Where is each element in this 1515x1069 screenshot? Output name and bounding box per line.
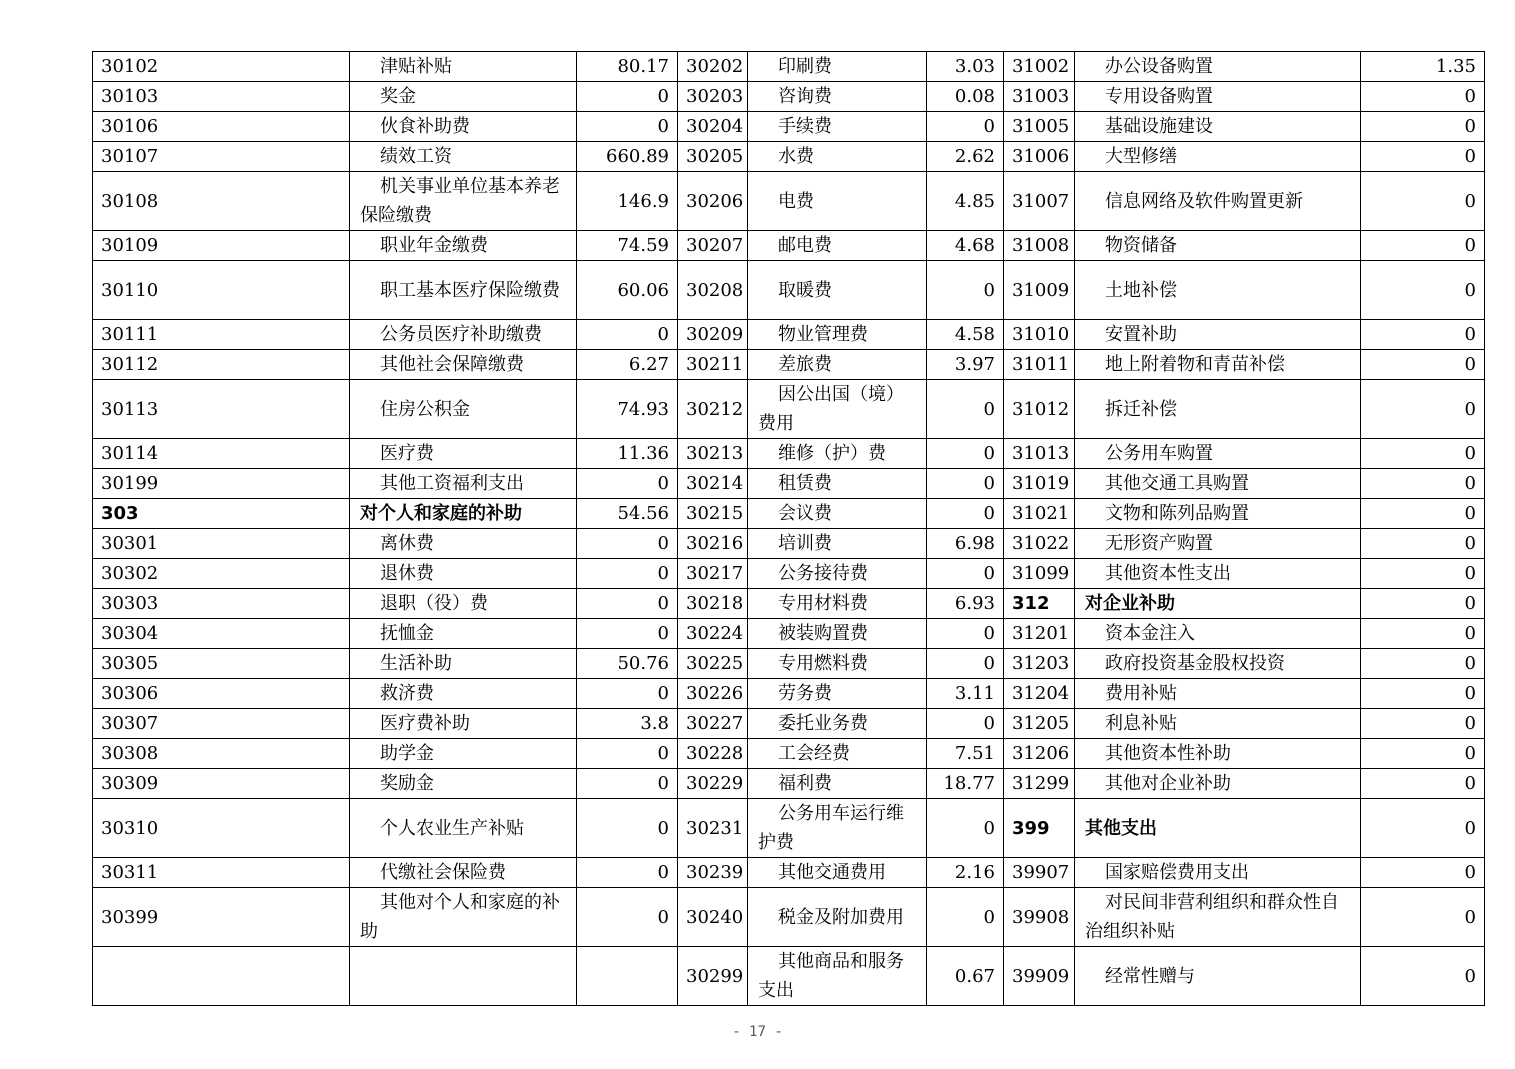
table-row: [93, 172, 1485, 231]
cell-code: 30311: [93, 858, 350, 888]
cell-amt: 0: [927, 380, 1004, 439]
cell-amt: 6.27: [577, 350, 678, 380]
cell-name: 绩效工资: [350, 142, 577, 172]
cell-amt: 0: [1361, 172, 1485, 231]
cell-name: 福利费: [748, 769, 927, 799]
table-row: [93, 888, 1485, 947]
cell-name: 其他对企业补助: [1075, 769, 1361, 799]
cell-name: 代缴社会保险费: [350, 858, 577, 888]
cell-amt: 0: [577, 619, 678, 649]
cell-name: 其他资本性支出: [1075, 559, 1361, 589]
cell-name: 职业年金缴费: [350, 231, 577, 261]
cell-code: 303: [93, 499, 350, 529]
cell-code: 30112: [93, 350, 350, 380]
cell-code: 31013: [1004, 439, 1075, 469]
cell-name: 经常性赠与: [1075, 947, 1361, 1006]
cell-amt: 0: [577, 799, 678, 858]
table-row: [93, 231, 1485, 261]
cell-code: 31007: [1004, 172, 1075, 231]
cell-amt: 11.36: [577, 439, 678, 469]
cell-code: 30227: [678, 709, 748, 739]
table-row: [93, 439, 1485, 469]
cell-name: 费用补贴: [1075, 679, 1361, 709]
cell-code: 31019: [1004, 469, 1075, 499]
cell-amt: 0: [1361, 947, 1485, 1006]
cell-amt: 0: [1361, 112, 1485, 142]
cell-code: 31022: [1004, 529, 1075, 559]
cell-code: 31003: [1004, 82, 1075, 112]
cell-amt: 2.62: [927, 142, 1004, 172]
cell-amt: 0: [1361, 261, 1485, 320]
cell-code: 31203: [1004, 649, 1075, 679]
cell-code: 31205: [1004, 709, 1075, 739]
cell-amt: 0: [577, 858, 678, 888]
cell-amt: 50.76: [577, 649, 678, 679]
table-row: [93, 769, 1485, 799]
cell-code: 30202: [678, 52, 748, 82]
cell-code: 39908: [1004, 888, 1075, 947]
cell-amt: 4.85: [927, 172, 1004, 231]
cell-name: 利息补贴: [1075, 709, 1361, 739]
cell-amt: 0: [927, 112, 1004, 142]
cell-code: 30229: [678, 769, 748, 799]
cell-code: 30107: [93, 142, 350, 172]
cell-name: 因公出国（境）费用: [748, 380, 927, 439]
cell-code: 30212: [678, 380, 748, 439]
cell-amt: 0: [577, 769, 678, 799]
cell-amt: 0: [1361, 739, 1485, 769]
cell-code: 30302: [93, 559, 350, 589]
cell-amt: 0: [577, 589, 678, 619]
cell-code: 31204: [1004, 679, 1075, 709]
cell-amt: [577, 947, 678, 1006]
cell-amt: 74.93: [577, 380, 678, 439]
cell-name: 医疗费: [350, 439, 577, 469]
cell-name: 住房公积金: [350, 380, 577, 439]
cell-name: 奖励金: [350, 769, 577, 799]
cell-amt: 4.68: [927, 231, 1004, 261]
cell-code: 30215: [678, 499, 748, 529]
cell-name: 退休费: [350, 559, 577, 589]
cell-code: 39907: [1004, 858, 1075, 888]
cell-code: 30106: [93, 112, 350, 142]
cell-name: 被装购置费: [748, 619, 927, 649]
cell-name: 对企业补助: [1075, 589, 1361, 619]
cell-code: 31009: [1004, 261, 1075, 320]
cell-amt: 0: [1361, 679, 1485, 709]
cell-amt: 0.67: [927, 947, 1004, 1006]
cell-name: 其他工资福利支出: [350, 469, 577, 499]
cell-amt: 0: [577, 559, 678, 589]
cell-amt: 0: [927, 799, 1004, 858]
cell-code: 30310: [93, 799, 350, 858]
table-row: [93, 947, 1485, 1006]
cell-code: 39909: [1004, 947, 1075, 1006]
cell-code: 31005: [1004, 112, 1075, 142]
cell-name: 培训费: [748, 529, 927, 559]
cell-name: 咨询费: [748, 82, 927, 112]
cell-name: 印刷费: [748, 52, 927, 82]
table-row: [93, 709, 1485, 739]
cell-amt: 0: [577, 82, 678, 112]
cell-amt: 0: [927, 469, 1004, 499]
cell-name: 无形资产购置: [1075, 529, 1361, 559]
cell-name: 其他交通费用: [748, 858, 927, 888]
cell-name: 政府投资基金股权投资: [1075, 649, 1361, 679]
cell-code: 30224: [678, 619, 748, 649]
cell-code: 399: [1004, 799, 1075, 858]
cell-code: 30399: [93, 888, 350, 947]
cell-code: 30102: [93, 52, 350, 82]
cell-amt: 0: [1361, 320, 1485, 350]
cell-amt: 74.59: [577, 231, 678, 261]
cell-name: 公务接待费: [748, 559, 927, 589]
cell-amt: 0: [1361, 469, 1485, 499]
cell-code: 30207: [678, 231, 748, 261]
cell-amt: 0: [927, 888, 1004, 947]
table-row: [93, 320, 1485, 350]
cell-amt: 0: [1361, 888, 1485, 947]
cell-name: 退职（役）费: [350, 589, 577, 619]
cell-amt: 0: [927, 499, 1004, 529]
cell-code: 31299: [1004, 769, 1075, 799]
cell-code: 30309: [93, 769, 350, 799]
cell-code: 30103: [93, 82, 350, 112]
cell-amt: 3.11: [927, 679, 1004, 709]
cell-amt: 0: [1361, 231, 1485, 261]
table-row: [93, 261, 1485, 320]
cell-name: 维修（护）费: [748, 439, 927, 469]
cell-name: 专用燃料费: [748, 649, 927, 679]
cell-amt: 0: [927, 261, 1004, 320]
cell-amt: 1.35: [1361, 52, 1485, 82]
cell-amt: 0: [577, 679, 678, 709]
cell-code: 30204: [678, 112, 748, 142]
cell-code: 30303: [93, 589, 350, 619]
cell-amt: 4.58: [927, 320, 1004, 350]
cell-code: 30211: [678, 350, 748, 380]
table-row: [93, 529, 1485, 559]
table-row: [93, 469, 1485, 499]
cell-name: 大型修缮: [1075, 142, 1361, 172]
cell-name: 文物和陈列品购置: [1075, 499, 1361, 529]
cell-name: 对个人和家庭的补助: [350, 499, 577, 529]
cell-code: 30214: [678, 469, 748, 499]
cell-name: 职工基本医疗保险缴费: [350, 261, 577, 320]
cell-code: 30225: [678, 649, 748, 679]
budget-expense-table: [92, 51, 1485, 1006]
cell-code: 30206: [678, 172, 748, 231]
cell-amt: 3.97: [927, 350, 1004, 380]
cell-name: 土地补偿: [1075, 261, 1361, 320]
cell-code: 30208: [678, 261, 748, 320]
cell-name: 助学金: [350, 739, 577, 769]
cell-amt: 0: [1361, 709, 1485, 739]
cell-code: 31010: [1004, 320, 1075, 350]
cell-amt: 0.08: [927, 82, 1004, 112]
cell-amt: 0: [1361, 559, 1485, 589]
cell-amt: 0: [927, 559, 1004, 589]
cell-name: 其他社会保障缴费: [350, 350, 577, 380]
table-row: [93, 858, 1485, 888]
cell-amt: 0: [577, 112, 678, 142]
cell-name: 机关事业单位基本养老保险缴费: [350, 172, 577, 231]
cell-name: 地上附着物和青苗补偿: [1075, 350, 1361, 380]
cell-amt: 60.06: [577, 261, 678, 320]
cell-amt: 146.9: [577, 172, 678, 231]
cell-amt: 0: [577, 529, 678, 559]
cell-code: 30228: [678, 739, 748, 769]
cell-name: 水费: [748, 142, 927, 172]
cell-code: 30306: [93, 679, 350, 709]
cell-amt: 0: [577, 888, 678, 947]
table-row: [93, 499, 1485, 529]
cell-name: 奖金: [350, 82, 577, 112]
cell-name: 税金及附加费用: [748, 888, 927, 947]
cell-amt: 6.93: [927, 589, 1004, 619]
cell-code: 31008: [1004, 231, 1075, 261]
cell-name: 信息网络及软件购置更新: [1075, 172, 1361, 231]
cell-code: 30108: [93, 172, 350, 231]
cell-code: 30217: [678, 559, 748, 589]
cell-code: 30203: [678, 82, 748, 112]
cell-name: 公务用车购置: [1075, 439, 1361, 469]
table-row: [93, 619, 1485, 649]
cell-name: 其他支出: [1075, 799, 1361, 858]
table-row: [93, 559, 1485, 589]
cell-code: 30218: [678, 589, 748, 619]
cell-name: 专用设备购置: [1075, 82, 1361, 112]
cell-name: 差旅费: [748, 350, 927, 380]
cell-name: 基础设施建设: [1075, 112, 1361, 142]
cell-code: 30216: [678, 529, 748, 559]
cell-name: 救济费: [350, 679, 577, 709]
cell-code: 30299: [678, 947, 748, 1006]
cell-amt: 0: [577, 469, 678, 499]
cell-amt: 0: [1361, 142, 1485, 172]
cell-amt: 0: [1361, 799, 1485, 858]
cell-code: 31201: [1004, 619, 1075, 649]
cell-name: 劳务费: [748, 679, 927, 709]
cell-name: 安置补助: [1075, 320, 1361, 350]
page-number: - 17 -: [732, 1024, 783, 1040]
cell-code: 31021: [1004, 499, 1075, 529]
cell-code: 30307: [93, 709, 350, 739]
cell-code: 31012: [1004, 380, 1075, 439]
cell-amt: 2.16: [927, 858, 1004, 888]
cell-name: 对民间非营利组织和群众性自治组织补贴: [1075, 888, 1361, 947]
table-row: [93, 142, 1485, 172]
cell-code: 30239: [678, 858, 748, 888]
cell-name: 津贴补贴: [350, 52, 577, 82]
cell-code: 31099: [1004, 559, 1075, 589]
cell-amt: 0: [1361, 350, 1485, 380]
cell-code: 312: [1004, 589, 1075, 619]
cell-amt: 18.77: [927, 769, 1004, 799]
cell-name: 其他交通工具购置: [1075, 469, 1361, 499]
cell-code: 30305: [93, 649, 350, 679]
cell-amt: 0: [1361, 529, 1485, 559]
cell-code: 30240: [678, 888, 748, 947]
cell-name: 物资储备: [1075, 231, 1361, 261]
cell-code: 31206: [1004, 739, 1075, 769]
table-row: [93, 799, 1485, 858]
cell-name: 生活补助: [350, 649, 577, 679]
cell-code: 30205: [678, 142, 748, 172]
cell-code: 30110: [93, 261, 350, 320]
cell-name: 其他资本性补助: [1075, 739, 1361, 769]
cell-amt: 0: [927, 439, 1004, 469]
cell-code: 30199: [93, 469, 350, 499]
cell-code: 31002: [1004, 52, 1075, 82]
cell-code: 31006: [1004, 142, 1075, 172]
cell-amt: 0: [1361, 499, 1485, 529]
cell-code: 30301: [93, 529, 350, 559]
cell-name: 资本金注入: [1075, 619, 1361, 649]
cell-name: 伙食补助费: [350, 112, 577, 142]
cell-name: 租赁费: [748, 469, 927, 499]
cell-code: 31011: [1004, 350, 1075, 380]
cell-amt: 0: [1361, 858, 1485, 888]
cell-amt: 0: [577, 320, 678, 350]
cell-amt: 660.89: [577, 142, 678, 172]
cell-code: 30114: [93, 439, 350, 469]
cell-code: 30113: [93, 380, 350, 439]
cell-name: 国家赔偿费用支出: [1075, 858, 1361, 888]
cell-name: 办公设备购置: [1075, 52, 1361, 82]
table-row: [93, 679, 1485, 709]
cell-code: [93, 947, 350, 1006]
cell-code: 30226: [678, 679, 748, 709]
cell-name: 医疗费补助: [350, 709, 577, 739]
cell-amt: 0: [927, 649, 1004, 679]
cell-name: 取暖费: [748, 261, 927, 320]
table-row: [93, 589, 1485, 619]
cell-name: 委托业务费: [748, 709, 927, 739]
cell-code: 30308: [93, 739, 350, 769]
table-row: [93, 112, 1485, 142]
cell-amt: 0: [1361, 769, 1485, 799]
cell-amt: 0: [1361, 439, 1485, 469]
cell-name: [350, 947, 577, 1006]
cell-amt: 0: [1361, 619, 1485, 649]
cell-amt: 3.8: [577, 709, 678, 739]
cell-amt: 0: [577, 739, 678, 769]
cell-code: 30109: [93, 231, 350, 261]
cell-amt: 3.03: [927, 52, 1004, 82]
cell-name: 邮电费: [748, 231, 927, 261]
cell-amt: 54.56: [577, 499, 678, 529]
cell-code: 30231: [678, 799, 748, 858]
cell-code: 30213: [678, 439, 748, 469]
cell-name: 个人农业生产补贴: [350, 799, 577, 858]
cell-name: 拆迁补偿: [1075, 380, 1361, 439]
cell-name: 专用材料费: [748, 589, 927, 619]
table-row: [93, 649, 1485, 679]
cell-amt: 6.98: [927, 529, 1004, 559]
cell-name: 其他商品和服务支出: [748, 947, 927, 1006]
cell-amt: 0: [1361, 589, 1485, 619]
cell-name: 离休费: [350, 529, 577, 559]
cell-name: 会议费: [748, 499, 927, 529]
cell-amt: 0: [1361, 82, 1485, 112]
cell-name: 物业管理费: [748, 320, 927, 350]
table-row: [93, 350, 1485, 380]
cell-name: 工会经费: [748, 739, 927, 769]
cell-amt: 0: [927, 619, 1004, 649]
cell-name: 抚恤金: [350, 619, 577, 649]
cell-amt: 0: [1361, 649, 1485, 679]
cell-code: 30111: [93, 320, 350, 350]
table-row: [93, 739, 1485, 769]
cell-amt: 0: [1361, 380, 1485, 439]
cell-code: 30209: [678, 320, 748, 350]
cell-name: 其他对个人和家庭的补助: [350, 888, 577, 947]
cell-amt: 7.51: [927, 739, 1004, 769]
cell-amt: 80.17: [577, 52, 678, 82]
cell-name: 电费: [748, 172, 927, 231]
cell-name: 手续费: [748, 112, 927, 142]
cell-name: 公务用车运行维护费: [748, 799, 927, 858]
table-row: [93, 82, 1485, 112]
table-row: [93, 52, 1485, 82]
cell-code: 30304: [93, 619, 350, 649]
cell-amt: 0: [927, 709, 1004, 739]
cell-name: 公务员医疗补助缴费: [350, 320, 577, 350]
table-row: [93, 380, 1485, 439]
